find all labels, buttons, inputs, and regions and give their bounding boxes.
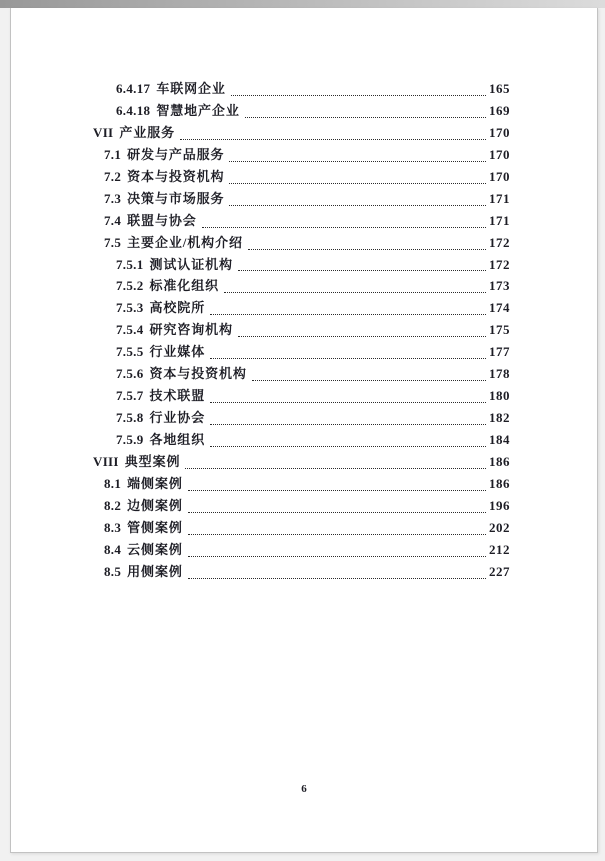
toc-entry-title: 各地组织 xyxy=(149,432,206,447)
table-of-contents xyxy=(93,78,510,583)
toc-entry-number: 7.5.2 xyxy=(116,278,144,294)
toc-entry-number: 7.5 xyxy=(104,234,122,250)
toc-entry-number: 7.4 xyxy=(104,212,122,228)
toc-entry-number: 7.5.7 xyxy=(116,388,144,404)
toc-entry-title: 标准化组织 xyxy=(149,278,220,294)
toc-entry-number: 8.4 xyxy=(104,541,122,557)
toc-entry[interactable] xyxy=(93,407,510,429)
toc-entry-title: 车联网企业 xyxy=(156,81,226,96)
toc-entry-number: 7.5.6 xyxy=(116,366,144,382)
toc-entry-page: 165 xyxy=(489,81,510,96)
toc-entry[interactable] xyxy=(93,473,510,495)
toc-entry-title: 主要企业/机构介绍 xyxy=(127,234,243,250)
toc-leader-dots xyxy=(238,336,486,337)
toc-entry-page: 170 xyxy=(489,146,510,162)
toc-entry-title: 高校院所 xyxy=(149,300,206,316)
toc-entry-title: 研究咨询机构 xyxy=(149,322,233,338)
toc-entry-number: VIII xyxy=(93,453,119,469)
toc-entry-title: 产业服务 xyxy=(119,124,176,140)
toc-entry[interactable] xyxy=(93,451,510,473)
toc-leader-dots xyxy=(231,95,486,96)
toc-entry[interactable] xyxy=(93,319,510,341)
toc-entry-page: 177 xyxy=(489,344,510,360)
toc-entry-title: 资本与投资机构 xyxy=(149,366,247,382)
toc-entry-title: 云侧案例 xyxy=(127,541,183,557)
toc-leader-dots xyxy=(210,358,486,359)
toc-entry[interactable] xyxy=(93,78,510,100)
toc-entry-title: 智慧地产企业 xyxy=(156,102,240,118)
toc-leader-dots xyxy=(238,270,486,271)
toc-leader-dots xyxy=(180,139,486,140)
toc-entry-title: 边侧案例 xyxy=(127,497,183,513)
toc-entry-title: 联盟与协会 xyxy=(127,212,197,228)
toc-entry-page: 172 xyxy=(489,256,510,272)
toc-entry-title: 行业协会 xyxy=(149,410,206,426)
toc-entry-page: 172 xyxy=(489,234,510,250)
toc-leader-dots xyxy=(252,380,486,381)
toc-entry-page: 196 xyxy=(489,497,510,513)
toc-entry-number: 7.2 xyxy=(104,168,122,184)
toc-entry[interactable] xyxy=(93,210,510,232)
toc-entry-number: 6.4.18 xyxy=(116,102,151,118)
toc-entry[interactable] xyxy=(93,232,510,254)
toc-entry-number: 8.1 xyxy=(104,475,122,491)
toc-leader-dots xyxy=(210,314,486,315)
toc-entry-page: 170 xyxy=(489,124,510,140)
toc-entry-page: 182 xyxy=(489,410,510,426)
toc-entry-page: 175 xyxy=(489,322,510,338)
toc-entry-number: VII xyxy=(93,124,114,140)
toc-entry[interactable] xyxy=(93,341,510,363)
toc-entry-number: 7.3 xyxy=(104,190,122,206)
toc-entry-page: 170 xyxy=(489,168,510,184)
toc-entry-title: 端侧案例 xyxy=(127,475,183,491)
toc-entry[interactable] xyxy=(93,297,510,319)
toc-entry-page: 171 xyxy=(489,212,510,228)
toc-entry-page: 173 xyxy=(489,278,510,294)
toc-entry[interactable] xyxy=(93,275,510,297)
toc-entry-title: 测试认证机构 xyxy=(149,256,233,272)
toc-entry-title: 行业媒体 xyxy=(149,344,206,360)
document-page xyxy=(10,8,598,853)
toc-entry[interactable] xyxy=(93,495,510,517)
toc-entry-page: 174 xyxy=(489,300,510,316)
toc-leader-dots xyxy=(185,468,486,469)
toc-entry[interactable] xyxy=(93,385,510,407)
toc-leader-dots xyxy=(229,205,486,206)
toc-entry-page: 180 xyxy=(489,388,510,404)
toc-entry-title: 资本与投资机构 xyxy=(127,168,225,184)
toc-entry-number: 7.5.8 xyxy=(116,410,144,426)
toc-leader-dots xyxy=(229,183,486,184)
canvas-top-shadow xyxy=(0,0,605,8)
toc-entry-number: 6.4.17 xyxy=(116,81,151,96)
toc-entry[interactable] xyxy=(93,166,510,188)
toc-leader-dots xyxy=(210,446,486,447)
toc-entry-title: 用侧案例 xyxy=(127,563,183,579)
toc-entry[interactable] xyxy=(93,517,510,539)
toc-entry-page: 171 xyxy=(489,190,510,206)
toc-entry[interactable] xyxy=(93,122,510,144)
toc-entry-page: 186 xyxy=(489,453,510,469)
toc-entry-number: 8.5 xyxy=(104,563,122,579)
toc-entry-page: 202 xyxy=(489,519,510,535)
toc-leader-dots xyxy=(224,292,486,293)
toc-leader-dots xyxy=(188,556,486,557)
toc-leader-dots xyxy=(188,512,486,513)
toc-leader-dots xyxy=(188,578,486,579)
toc-entry-number: 7.5.1 xyxy=(116,256,144,272)
toc-leader-dots xyxy=(188,490,486,491)
toc-entry-number: 7.5.3 xyxy=(116,300,144,316)
toc-entry-title: 技术联盟 xyxy=(149,388,206,404)
toc-entry[interactable] xyxy=(93,561,510,583)
toc-leader-dots xyxy=(229,161,486,162)
toc-entry-page: 227 xyxy=(489,563,510,579)
toc-leader-dots xyxy=(248,249,486,250)
toc-entry-page: 186 xyxy=(489,475,510,491)
toc-entry-title: 决策与市场服务 xyxy=(127,190,225,206)
toc-entry-page: 178 xyxy=(489,366,510,382)
toc-entry-number: 8.2 xyxy=(104,497,122,513)
toc-entry-number: 7.5.5 xyxy=(116,344,144,360)
toc-entry[interactable] xyxy=(93,254,510,276)
toc-entry[interactable] xyxy=(93,100,510,122)
toc-leader-dots xyxy=(245,117,486,118)
toc-entry-page: 169 xyxy=(489,102,510,118)
footer-page-number: 6 xyxy=(301,783,307,795)
toc-entry-number: 8.3 xyxy=(104,519,122,535)
toc-entry[interactable] xyxy=(93,429,510,451)
toc-entry-title: 研发与产品服务 xyxy=(127,146,225,162)
toc-entry-number: 7.5.4 xyxy=(116,322,144,338)
toc-entry-number: 7.1 xyxy=(104,146,122,162)
toc-leader-dots xyxy=(210,424,486,425)
toc-entry[interactable] xyxy=(93,363,510,385)
toc-entry[interactable] xyxy=(93,188,510,210)
toc-entry-number: 7.5.9 xyxy=(116,432,144,447)
toc-leader-dots xyxy=(210,402,486,403)
toc-entry[interactable] xyxy=(93,539,510,561)
toc-leader-dots xyxy=(202,227,486,228)
toc-entry[interactable] xyxy=(93,144,510,166)
toc-entry-title: 管侧案例 xyxy=(127,519,183,535)
toc-leader-dots xyxy=(188,534,486,535)
toc-entry-title: 典型案例 xyxy=(124,453,181,469)
toc-entry-page: 212 xyxy=(489,541,510,557)
toc-entry-page: 184 xyxy=(489,432,510,447)
